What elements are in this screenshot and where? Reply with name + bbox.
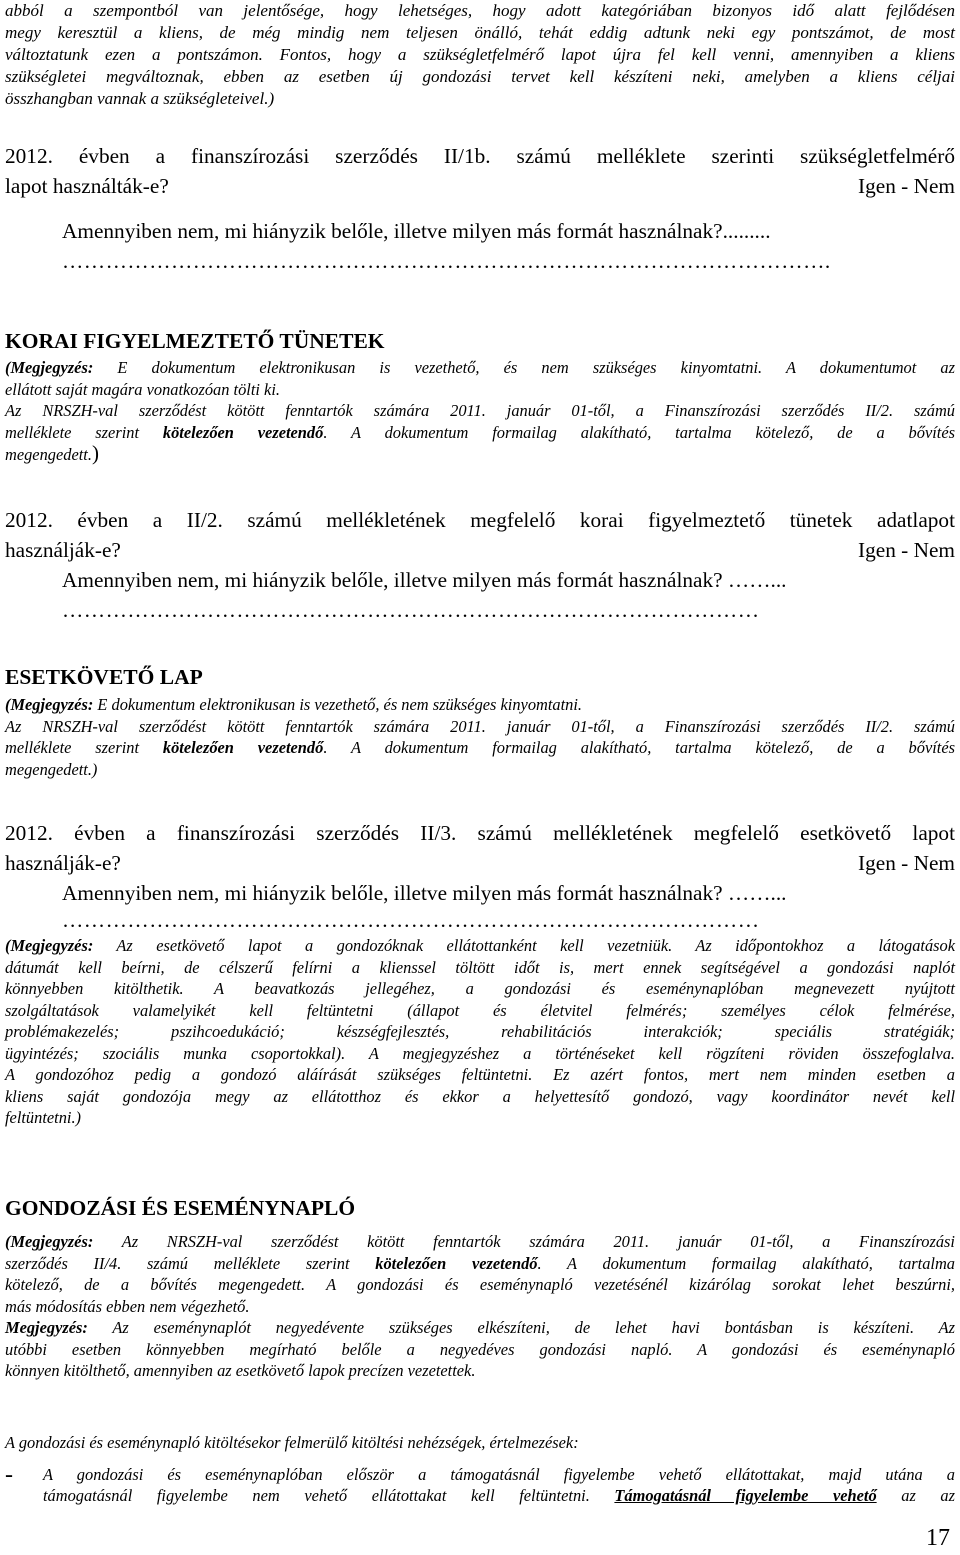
section-title: GONDOZÁSI ÉS ESEMÉNYNAPLÓ bbox=[5, 1196, 356, 1220]
note-text: megengedett. bbox=[5, 445, 92, 464]
question-text: 2012. évben a finanszírozási szerződés II/3. számú mellékletének megfelelő esetkövető lapot bbox=[5, 821, 955, 845]
note-text: E dokumentum elektronikusan is vezethető, és nem szükséges kinyomtatni. bbox=[93, 695, 583, 714]
question-text: 2012. évben a finanszírozási szerződés II/1b. számú melléklete szerinti szükségletfelmérő bbox=[5, 144, 955, 168]
note-line bbox=[5, 737, 955, 759]
answer-dotted-line[interactable]: …………………………………………………………………………………… bbox=[62, 908, 760, 932]
note-line: kötelező, de a bővítés megengedett. A gondozási és eseménynapló vezetésénél kizárólag sorokat lehet beszúrni, bbox=[5, 1275, 955, 1294]
list-item-text: az az bbox=[876, 1486, 955, 1505]
question-text: használják-e? bbox=[5, 851, 121, 875]
list-item-emphasis: Támogatásnál figyelembe vehető bbox=[614, 1486, 877, 1505]
answer-igen-nem[interactable]: Igen - Nem bbox=[858, 538, 955, 562]
note-emphasis: kötelezően vezetendő bbox=[162, 422, 324, 442]
note-label: (Megjegyzés: bbox=[5, 936, 94, 955]
note-esetkoveto bbox=[5, 935, 955, 1129]
section-title: KORAI FIGYELMEZTETŐ TÜNETEK bbox=[5, 329, 385, 353]
note-label: (Megjegyzés: bbox=[5, 1232, 94, 1251]
note-line bbox=[5, 935, 955, 957]
section-esetkoveto bbox=[5, 663, 955, 780]
intro-line: összhangban vannak a szükségleteivel.) bbox=[5, 89, 275, 108]
note-emphasis: kötelezően vezetendő bbox=[162, 738, 324, 757]
note-line: más módosítás ebben nem végezhető. bbox=[5, 1296, 250, 1316]
intro-paragraph bbox=[5, 0, 955, 110]
note-line: könnyen kitölthető, amennyiben az esetkövető lapok precízen vezetettek. bbox=[5, 1361, 476, 1380]
intro-line: szükségletei megváltoznak, ebben az esetben új gondozási tervet kell készíteni neki, amelyben a kliens céljai bbox=[5, 67, 955, 86]
intro-line: változtatunk ezen a pontszámon. Fontos, hogy a szükségletfelmérő lapot újra fel kell venni, amennyiben a kliens bbox=[5, 45, 955, 64]
note-text: Az esetkövető lapot a gondozóknak ellátottanként kell vezetniük. Az időpontokhoz a látogatások bbox=[93, 936, 955, 955]
page-number: 17 bbox=[926, 1525, 950, 1551]
section-title: ESETKÖVETŐ LAP bbox=[5, 665, 203, 689]
note-line: dátumát kell beírni, de célszerű felírni a klienssel töltött időt is, mert ennek segítségével a gondozási naplót bbox=[5, 957, 955, 977]
note-line: Az NRSZH-val szerződést kötött fenntartók számára 2011. január 01-től, a Finanszírozási szerződés II/2. számú bbox=[5, 716, 955, 736]
note-line bbox=[5, 443, 955, 466]
note-line: problémakezelés; pszihcoedukáció; készségfejlesztés, rehabilitációs interakciók; speciális stratégiák; bbox=[5, 1022, 955, 1041]
intro-line: megy keresztül a kliens, de még mindig nem teljesen önálló, tehát eddig adtunk neki egy pontszámot, de most bbox=[5, 23, 955, 42]
answer-igen-nem[interactable]: Igen - Nem bbox=[858, 851, 955, 875]
question-korai bbox=[5, 505, 955, 625]
note-line: utóbbi esetben könnyebben megírható belőle a negyedéves gondozási napló. A gondozási és eseménynapló bbox=[5, 1339, 955, 1359]
note-line bbox=[5, 694, 955, 716]
note-text: melléklete szerint bbox=[5, 738, 163, 757]
intro-line: abból a szempontból van jelentősége, hogy lehetséges, hogy adott kategóriában bizonyos idő alatt fejlődésen bbox=[5, 1, 955, 20]
note-line bbox=[5, 422, 955, 444]
note-text: . A dokumentum formailag alakítható, tartalma kötelező, de a bővítés bbox=[323, 422, 955, 442]
note-line: ellátott saját magára vonatkozóan tölti ki. bbox=[5, 379, 280, 399]
note-line bbox=[5, 1253, 955, 1275]
question-text: 2012. évben a II/2. számú mellékletének megfelelő korai figyelmeztető tünetek adatlapot bbox=[5, 508, 955, 532]
note-line bbox=[5, 357, 955, 379]
difficulties-intro: A gondozási és eseménynapló kitöltésekor felmerülő kitöltési nehézségek, értelmezések: bbox=[5, 1433, 579, 1452]
difficulties-section bbox=[5, 1432, 955, 1507]
note-emphasis: kötelezően vezetendő bbox=[375, 1253, 538, 1273]
note-line: megengedett.) bbox=[5, 759, 98, 779]
followup-question: Amennyiben nem, mi hiányzik belőle, illetve milyen más formát használnak? ……... bbox=[62, 568, 787, 592]
section-gondozasi bbox=[5, 1194, 955, 1382]
note-line bbox=[5, 1317, 955, 1339]
answer-dotted-line[interactable]: ……………………………………………………………………………………………. bbox=[62, 249, 831, 273]
note-text: melléklete szerint bbox=[5, 422, 163, 442]
question-esetkoveto bbox=[5, 818, 955, 932]
note-text: Az eseménynaplót negyedévente szükséges elkészíteni, de lehet havi bontásban is készíteni. Az bbox=[87, 1318, 955, 1337]
section-korai bbox=[5, 327, 955, 466]
list-item-line bbox=[43, 1485, 955, 1507]
question-szukseglet bbox=[5, 141, 955, 276]
note-line bbox=[5, 1231, 955, 1253]
note-line: A gondozóhoz pedig a gondozó aláírását szükséges feltüntetni. Ez azért fontos, mert nem minden esetben a bbox=[5, 1065, 955, 1084]
question-text: lapot használták-e? bbox=[5, 174, 169, 198]
note-text: Az NRSZH-val szerződést kötött fenntartók számára 2011. január 01-től, a Finanszírozási bbox=[93, 1232, 955, 1251]
list-item bbox=[5, 1461, 955, 1507]
note-text: . A dokumentum formailag alakítható, tartalma bbox=[537, 1253, 955, 1273]
answer-igen-nem[interactable]: Igen - Nem bbox=[858, 174, 955, 198]
note-line: ügyintézés; szociális munka csoportokkal). A megjegyzéshez a történéseket kell rögzíteni röviden összefoglalva. bbox=[5, 1043, 955, 1063]
note-line: kliens saját gondozója megy az ellátotthoz és ekkor a helyettesítő gondozó, vagy koordinátor nevét kell bbox=[5, 1086, 955, 1106]
note-label: (Megjegyzés: bbox=[5, 695, 94, 714]
note-label: Megjegyzés: bbox=[5, 1318, 88, 1337]
answer-dotted-line[interactable]: …………………………………………………………………………………… bbox=[62, 598, 760, 622]
note-text: . A dokumentum formailag alakítható, tartalma kötelező, de a bővítés bbox=[323, 738, 955, 757]
bullet-dash: - bbox=[5, 1461, 13, 1488]
note-line: Az NRSZH-val szerződést kötött fenntartók számára 2011. január 01-től, a Finanszírozási szerződés II/2. számú bbox=[5, 401, 955, 420]
question-text: használják-e? bbox=[5, 538, 121, 562]
followup-question: Amennyiben nem, mi hiányzik belőle, illetve milyen más formát használnak? ……... bbox=[62, 881, 787, 905]
list-item-text: támogatásnál figyelembe nem vehető ellátottakat kell feltüntetni. bbox=[43, 1486, 615, 1505]
note-line: szolgáltatások valamelyikét kell feltüntetni (állapot és életvitel felmérés; személyes célok felmérése, bbox=[5, 1000, 955, 1020]
followup-question: Amennyiben nem, mi hiányzik belőle, illetve milyen más formát használnak?......... bbox=[62, 219, 771, 243]
list-item-line: A gondozási és eseménynaplóban először a támogatásnál figyelembe vehető ellátottakat, majd utána a bbox=[43, 1464, 955, 1484]
note-label: (Megjegyzés: bbox=[5, 358, 94, 377]
note-line: könnyebben kitölthetik. A beavatkozás jellegéhez, a gondozási és eseménynaplóban megnevezett nyújtott bbox=[5, 979, 955, 998]
note-line: feltüntetni.) bbox=[5, 1108, 82, 1127]
note-text: E dokumentum elektronikusan is vezethető, és nem szükséges kinyomtatni. A dokumentumot az bbox=[93, 358, 955, 377]
note-text: ) bbox=[91, 441, 99, 465]
note-text: szerződés II/4. számú melléklete szerint bbox=[5, 1253, 376, 1273]
